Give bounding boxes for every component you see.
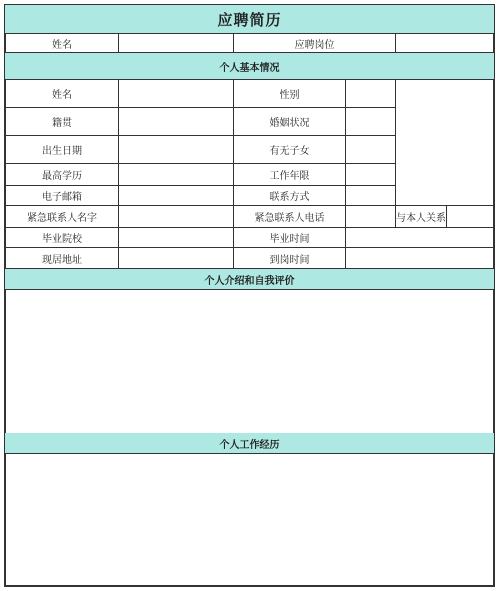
section-intro-header bbox=[5, 269, 494, 289]
basic-marital-label: 婚姻状况 bbox=[233, 107, 346, 136]
title-band bbox=[5, 5, 494, 33]
basic-emergency-phone-label: 紧急联系人电话 bbox=[233, 205, 346, 228]
basic-school-label: 毕业院校 bbox=[5, 227, 119, 248]
basic-name-field[interactable] bbox=[118, 79, 234, 108]
basic-email-field[interactable] bbox=[118, 185, 234, 206]
apply-position-label: 应聘岗位 bbox=[233, 33, 396, 53]
basic-start-label: 到岗时间 bbox=[233, 247, 346, 269]
basic-emergency-phone-field[interactable] bbox=[345, 205, 396, 228]
apply-name-field[interactable] bbox=[118, 33, 234, 53]
basic-graduation-field[interactable] bbox=[345, 227, 494, 248]
basic-education-field[interactable] bbox=[118, 163, 234, 186]
basic-children-label: 有无子女 bbox=[233, 135, 346, 164]
photo-box[interactable] bbox=[395, 79, 494, 206]
basic-children-field[interactable] bbox=[345, 135, 396, 164]
basic-birth-label: 出生日期 bbox=[5, 135, 119, 164]
basic-graduation-label: 毕业时间 bbox=[233, 227, 346, 248]
section-intro-title: 个人介绍和自我评价 bbox=[204, 275, 295, 287]
section-basic-header bbox=[5, 53, 494, 79]
basic-address-field[interactable] bbox=[118, 247, 234, 269]
basic-native-label: 籍贯 bbox=[5, 107, 119, 136]
basic-relationship-field[interactable] bbox=[446, 205, 494, 228]
work-textarea[interactable] bbox=[5, 453, 494, 586]
intro-textarea[interactable] bbox=[5, 289, 494, 434]
basic-relationship-label: 与本人关系 bbox=[395, 205, 447, 228]
basic-gender-label: 性别 bbox=[233, 79, 346, 108]
basic-education-label: 最高学历 bbox=[5, 163, 119, 186]
basic-emergency-name-label: 紧急联系人名字 bbox=[5, 205, 119, 228]
basic-native-field[interactable] bbox=[118, 107, 234, 136]
basic-school-field[interactable] bbox=[118, 227, 234, 248]
section-work-header bbox=[5, 433, 494, 453]
basic-birth-field[interactable] bbox=[118, 135, 234, 164]
apply-name-label: 姓名 bbox=[5, 33, 119, 53]
basic-work-years-label: 工作年限 bbox=[233, 163, 346, 186]
basic-contact-field[interactable] bbox=[345, 185, 396, 206]
basic-start-field[interactable] bbox=[345, 247, 494, 269]
page-title: 应聘简历 bbox=[217, 10, 282, 29]
basic-gender-field[interactable] bbox=[345, 79, 396, 108]
basic-work-years-field[interactable] bbox=[345, 163, 396, 186]
basic-address-label: 现居地址 bbox=[5, 247, 119, 269]
section-basic-title: 个人基本情况 bbox=[219, 62, 280, 74]
basic-name-label: 姓名 bbox=[5, 79, 119, 108]
basic-emergency-name-field[interactable] bbox=[118, 205, 234, 228]
resume-form bbox=[4, 4, 495, 587]
basic-contact-label: 联系方式 bbox=[233, 185, 346, 206]
basic-email-label: 电子邮箱 bbox=[5, 185, 119, 206]
basic-marital-field[interactable] bbox=[345, 107, 396, 136]
apply-position-field[interactable] bbox=[395, 33, 494, 53]
section-work-title: 个人工作经历 bbox=[219, 439, 280, 451]
